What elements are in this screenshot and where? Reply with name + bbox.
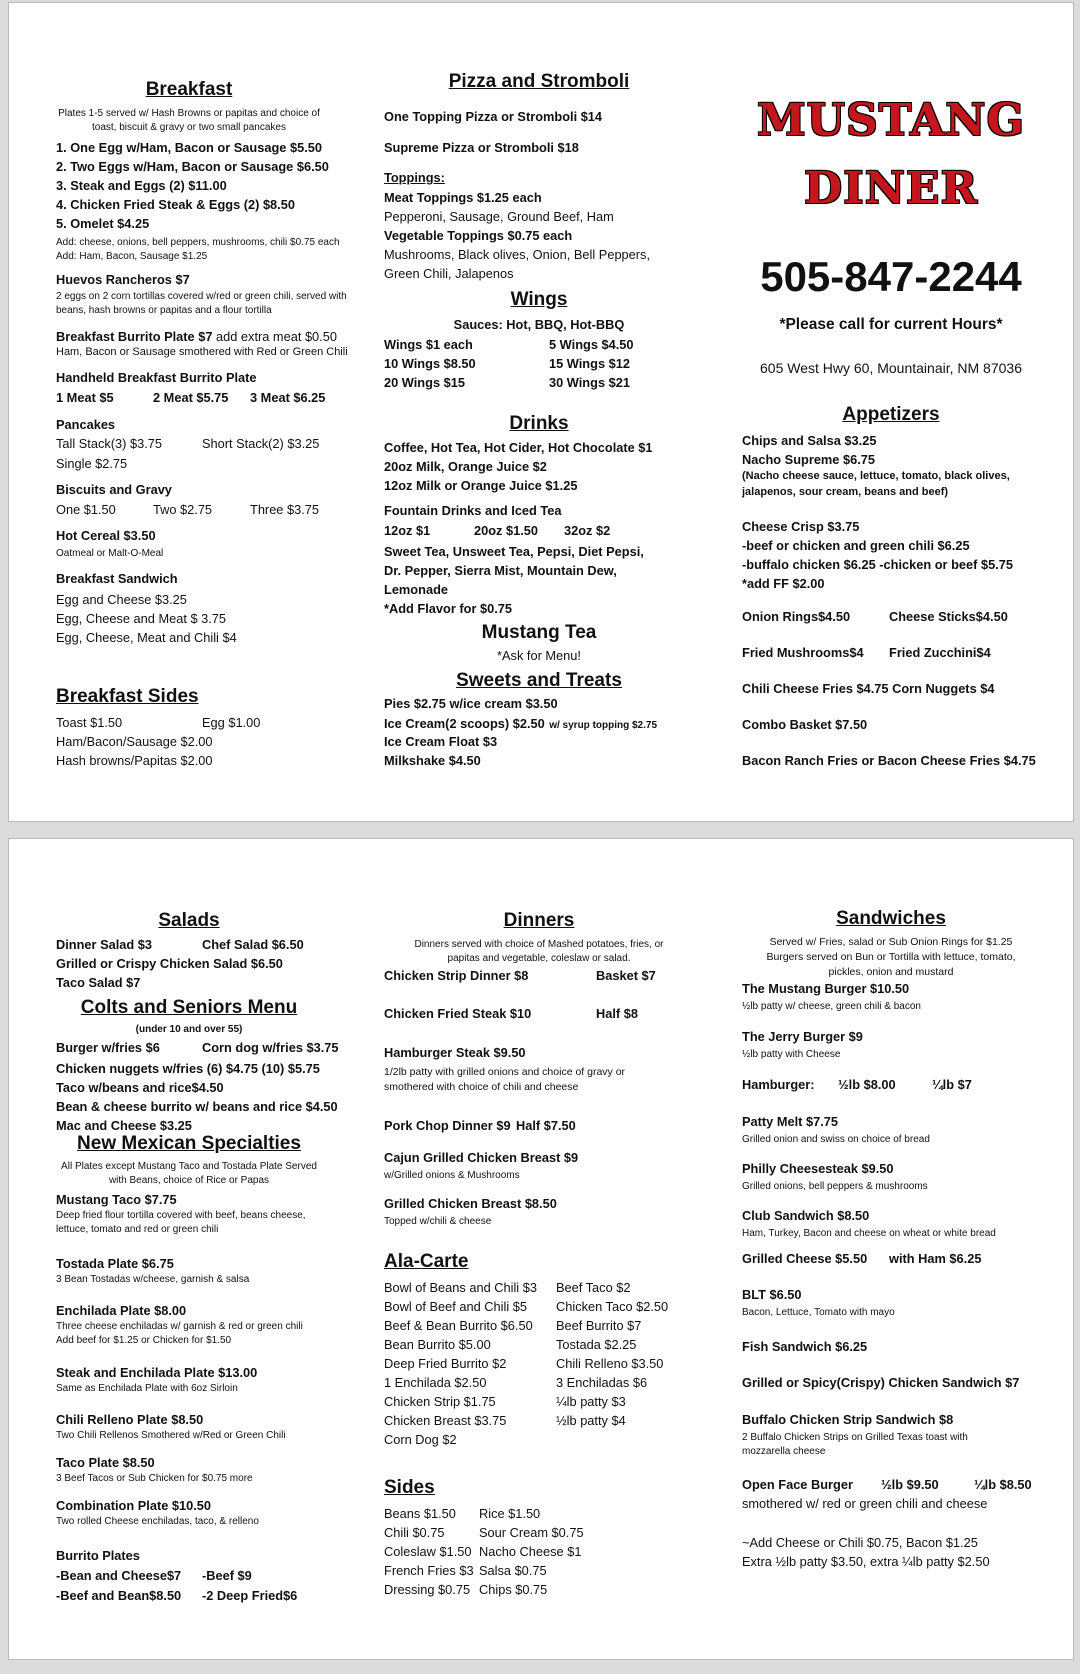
drinks-hot: Coffee, Hot Tea, Hot Cider, Hot Chocolate $1 20oz Milk, Orange Juice $2 12oz Milk or Orange Juice $1.25 xyxy=(384,440,653,493)
fish-sandwich: Fish Sandwich $6.25 xyxy=(742,1339,868,1354)
open-face-half: ½lb $9.50 xyxy=(881,1477,939,1492)
burrito-bean-cheese: -Bean and Cheese$7 xyxy=(56,1568,182,1583)
huevos-rancheros: Huevos Rancheros $7 xyxy=(56,272,190,287)
burrito-plates-title: Burrito Plates xyxy=(56,1548,140,1563)
fountain-12: 12oz $1 xyxy=(384,523,431,538)
biscuits-two: Two $2.75 xyxy=(153,502,213,517)
nm-item-3: Steak and Enchilada Plate $13.00 Same as Enchilada Plate with 6oz Sirloin xyxy=(56,1365,258,1394)
hamburger-half: ½lb $8.00 xyxy=(838,1077,896,1092)
sweets-float: Ice Cream Float $3 xyxy=(384,734,498,749)
side-toast: Toast $1.50 xyxy=(56,715,123,730)
onion-rings: Onion Rings$4.50 xyxy=(742,609,851,624)
combo-basket: Combo Basket $7.50 xyxy=(742,717,868,732)
menu-page-1 xyxy=(8,2,1074,822)
dinners-note: Dinners served with choice of Mashed potatoes, fries, or papitas and vegetable, coleslaw or salad. xyxy=(414,939,664,964)
fountain-20: 20oz $1.50 xyxy=(474,523,539,538)
pancakes: Pancakes xyxy=(56,417,116,432)
alacarte-left: Bowl of Beans and Chili $3 Bowl of Beef and Chili $5 Beef & Bean Burrito $6.50 Bean Burrito $5.00 Deep Fried Burrito $2 1 Enchilada $2.50 Chicken Strip $1.75 Chicken Breast $3.75 Corn Dog $2 xyxy=(384,1280,537,1447)
mustang-tea-title: Mustang Tea xyxy=(481,622,597,643)
alacarte-title: Ala-Carte xyxy=(384,1251,469,1272)
dinner-grilled: Grilled Chicken Breast $8.50 xyxy=(384,1196,557,1211)
fountain-drinks: Fountain Drinks and Iced Tea xyxy=(384,503,562,518)
burrito-plate: Breakfast Burrito Plate $7 add extra meat $0.50 xyxy=(56,329,337,344)
hot-cereal: Hot Cereal $3.50 xyxy=(56,528,156,543)
hamburger: Hamburger: xyxy=(742,1077,815,1092)
pancakes-short: Short Stack(2) $3.25 xyxy=(202,436,320,451)
phone-number[interactable]: 505-847-2244 xyxy=(760,253,1022,300)
sweets-pies: Pies $2.75 w/ice cream $3.50 xyxy=(384,696,558,711)
handheld-1: 1 Meat $5 xyxy=(56,390,114,405)
nm-item-0: Mustang Taco $7.75 Deep fried flour tortilla covered with beef, beans cheese, lettuce, tomato and red or green chili xyxy=(56,1192,306,1235)
blt-note: Bacon, Lettuce, Tomato with mayo xyxy=(742,1307,895,1318)
dinner-strip: Chicken Strip Dinner $8 xyxy=(384,968,529,983)
brand-logo-mustang: MUSTANG xyxy=(756,95,1026,146)
side-meat: Ham/Bacon/Sausage $2.00 xyxy=(56,734,213,749)
sandwiches-title: Sandwiches xyxy=(836,908,946,929)
hours-note: *Please call for current Hours* xyxy=(779,316,1003,333)
appetizers-chips: Chips and Salsa $3.25 Nacho Supreme $6.75 xyxy=(742,433,877,467)
sweets-shake: Milkshake $4.50 xyxy=(384,753,481,768)
colts-corndog: Corn dog w/fries $3.75 xyxy=(202,1040,339,1055)
handheld-3: 3 Meat $6.25 xyxy=(250,390,326,405)
sandwich-addons: ~Add Cheese or Chili $0.75, Bacon $1.25 Extra ½lb patty $3.50, extra ¼lb patty $2.50 xyxy=(742,1535,990,1569)
nacho-note: (Nacho cheese sauce, lettuce, tomato, black olives, jalapenos, sour cream, beans and beef) xyxy=(742,470,1010,498)
fried-mushrooms: Fried Mushrooms$4 xyxy=(742,645,864,660)
alacarte-right: Beef Taco $2 Chicken Taco $2.50 Beef Burrito $7 Tostada $2.25 Chili Relleno $3.50 3 Enchiladas $6 ¼lb patty $3 ½lb patty $4 xyxy=(556,1280,669,1428)
menu-page-2 xyxy=(8,838,1074,1660)
appetizers-title: Appetizers xyxy=(842,404,940,425)
drinks-title: Drinks xyxy=(509,413,569,434)
sides-left: Beans $1.50 Chili $0.75 Coleslaw $1.50 French Fries $3 Dressing $0.75 xyxy=(384,1506,474,1597)
sweets-title: Sweets and Treats xyxy=(456,670,622,691)
wings-left: Wings $1 each 10 Wings $8.50 20 Wings $15 xyxy=(384,337,476,390)
nm-note: All Plates except Mustang Taco and Tostada Plate Served with Beans, choice of Rice or Papas xyxy=(61,1161,317,1186)
dinner-cajun-note: w/Grilled onions & Mushrooms xyxy=(384,1170,520,1181)
nm-item-2: Enchilada Plate $8.00 Three cheese enchiladas w/ garnish & red or green chili Add beef for $1.25 or Chicken for $1.50 xyxy=(56,1303,303,1346)
sweets-ice-cream: Ice Cream(2 scoops) $2.50 w/ syrup topping $2.75 xyxy=(384,716,658,731)
handheld-2: 2 Meat $5.75 xyxy=(153,390,229,405)
mustang-burger-note: ½lb patty w/ cheese, green chili & bacon xyxy=(742,1001,921,1012)
grilled-cheese: Grilled Cheese $5.50 xyxy=(742,1251,868,1266)
toppings-list: Meat Toppings $1.25 each Pepperoni, Sausage, Ground Beef, Ham Vegetable Toppings $0.75 each Mushrooms, Black olives, Onion, Bell Peppers, Green Chili, Jalapenos xyxy=(384,190,651,281)
jerry-burger: The Jerry Burger $9 xyxy=(742,1029,863,1044)
nm-item-4: Chili Relleno Plate $8.50 Two Chili Rellenos Smothered w/Red or Green Chili xyxy=(56,1412,286,1441)
hamburger-quarter: ¼lb $7 xyxy=(932,1077,972,1092)
dinner-cfs: Chicken Fried Steak $10 xyxy=(384,1006,532,1021)
handheld-burrito: Handheld Breakfast Burrito Plate xyxy=(56,370,257,385)
burrito-beef-bean: -Beef and Bean$8.50 xyxy=(56,1588,182,1603)
philly: Philly Cheesesteak $9.50 xyxy=(742,1161,894,1176)
patty-melt-note: Grilled onion and swiss on choice of bread xyxy=(742,1134,930,1145)
toppings-label: Toppings: xyxy=(384,170,445,185)
dinner-grilled-note: Topped w/chili & cheese xyxy=(384,1216,492,1227)
salads-title: Salads xyxy=(158,910,220,931)
pancakes-single: Single $2.75 xyxy=(56,456,128,471)
colts-note: (under 10 and over 55) xyxy=(135,1024,243,1035)
grilled-cheese-ham: with Ham $6.25 xyxy=(889,1251,982,1266)
mustang-tea-note: *Ask for Menu! xyxy=(497,648,581,663)
salad-taco: Taco Salad $7 xyxy=(56,975,141,990)
burrito-plate-note: Ham, Bacon or Sausage smothered with Red or Green Chili xyxy=(56,346,348,358)
club-sandwich: Club Sandwich $8.50 xyxy=(742,1208,870,1223)
plate-5: 5. Omelet $4.25 xyxy=(56,216,150,231)
pizza-title: Pizza and Stromboli xyxy=(448,71,630,92)
mustang-burger: The Mustang Burger $10.50 xyxy=(742,981,910,996)
nm-title: New Mexican Specialties xyxy=(77,1133,301,1154)
dinner-cajun: Cajun Grilled Chicken Breast $9 xyxy=(384,1150,579,1165)
nm-item-6: Combination Plate $10.50 Two rolled Cheese enchiladas, taco, & relleno xyxy=(56,1498,259,1527)
buffalo-sandwich: Buffalo Chicken Strip Sandwich $8 xyxy=(742,1412,954,1427)
colts-items: Chicken nuggets w/fries (6) $4.75 (10) $5.75 Taco w/beans and rice$4.50 Bean & cheese burrito w/ beans and rice $4.50 Mac and Cheese $3.25 xyxy=(56,1061,338,1133)
open-face-burger: Open Face Burger xyxy=(742,1477,853,1492)
breakfast-title: Breakfast xyxy=(145,79,233,100)
hot-cereal-note: Oatmeal or Malt-O-Meal xyxy=(56,548,164,559)
philly-note: Grilled onions, bell peppers & mushrooms xyxy=(742,1181,928,1192)
bacon-fries: Bacon Ranch Fries or Bacon Cheese Fries $4.75 xyxy=(742,753,1036,768)
chicken-sandwich: Grilled or Spicy(Crispy) Chicken Sandwich $7 xyxy=(742,1375,1020,1390)
wings-right: 5 Wings $4.50 15 Wings $12 30 Wings $21 xyxy=(549,337,634,390)
nm-item-5: Taco Plate $8.50 3 Beef Tacos or Sub Chicken for $0.75 more xyxy=(56,1455,253,1484)
sides-right: Rice $1.50 Sour Cream $0.75 Nacho Cheese $1 Salsa $0.75 Chips $0.75 xyxy=(479,1506,584,1597)
salad-chicken: Grilled or Crispy Chicken Salad $6.50 xyxy=(56,956,283,971)
sandwiches-note: Served w/ Fries, salad or Sub Onion Rings for $1.25 Burgers served on Bun or Tortilla with lettuce, tomato, pickles, onion and mustard xyxy=(766,936,1016,978)
burrito-beef: -Beef $9 xyxy=(202,1568,252,1583)
open-face-note: smothered w/ red or green chili and cheese xyxy=(742,1496,988,1511)
dinners-title: Dinners xyxy=(503,910,575,931)
brand-logo-diner: DINER xyxy=(803,163,979,214)
salad-chef: Chef Salad $6.50 xyxy=(202,937,304,952)
sides-title: Sides xyxy=(384,1477,435,1498)
pizza-supreme: Supreme Pizza or Stromboli $18 xyxy=(384,140,579,155)
plate-2: 2. Two Eggs w/Ham, Bacon or Sausage $6.50 xyxy=(56,159,329,174)
colts-burger: Burger w/fries $6 xyxy=(56,1040,160,1055)
biscuits-one: One $1.50 xyxy=(56,502,116,517)
breakfast-sandwich: Breakfast Sandwich xyxy=(56,571,178,586)
dinner-hamburger-steak: Hamburger Steak $9.50 xyxy=(384,1045,526,1060)
patty-melt: Patty Melt $7.75 xyxy=(742,1114,839,1129)
cheese-crisp: Cheese Crisp $3.75 -beef or chicken and green chili $6.25 -buffalo chicken $6.25 -chicken or beef $5.75 *add FF $2.00 xyxy=(742,519,1013,591)
pancakes-tall: Tall Stack(3) $3.75 xyxy=(56,436,162,451)
fried-zucchini: Fried Zucchini$4 xyxy=(889,645,991,660)
fountain-32: 32oz $2 xyxy=(564,523,611,538)
club-note: Ham, Turkey, Bacon and cheese on wheat or white bread xyxy=(742,1228,996,1239)
dinner-pork-half: Half $7.50 xyxy=(516,1118,576,1133)
cheese-sticks: Cheese Sticks$4.50 xyxy=(889,609,1008,624)
breakfast-note: Plates 1-5 served w/ Hash Browns or papitas and choice of toast, biscuit & gravy or two small pancakes xyxy=(58,108,320,133)
fountain-list: Sweet Tea, Unsweet Tea, Pepsi, Diet Pepsi, Dr. Pepper, Sierra Mist, Mountain Dew, Lemonade *Add Flavor for $0.75 xyxy=(384,544,644,616)
wings-title: Wings xyxy=(510,289,568,310)
biscuits-gravy: Biscuits and Gravy xyxy=(56,482,172,497)
omelet-note: Add: cheese, onions, bell peppers, mushrooms, chili $0.75 each Add: Ham, Bacon, Sausage $1.25 xyxy=(56,237,340,262)
breakfast-sandwich-items: Egg and Cheese $3.25 Egg, Cheese and Meat $ 3.75 Egg, Cheese, Meat and Chili $4 xyxy=(56,592,237,645)
jerry-burger-note: ½lb patty with Cheese xyxy=(742,1049,841,1060)
breakfast-sides-title: Breakfast Sides xyxy=(56,686,199,707)
side-hash: Hash browns/Papitas $2.00 xyxy=(56,753,213,768)
side-egg: Egg $1.00 xyxy=(202,715,261,730)
open-face-quarter: ¼lb $8.50 xyxy=(974,1477,1032,1492)
buffalo-note: 2 Buffalo Chicken Strips on Grilled Texas toast with mozzarella cheese xyxy=(742,1432,968,1457)
burrito-deep-fried: -2 Deep Fried$6 xyxy=(202,1588,298,1603)
biscuits-three: Three $3.75 xyxy=(250,502,320,517)
salad-dinner: Dinner Salad $3 xyxy=(56,937,153,952)
dinner-strip-basket: Basket $7 xyxy=(596,968,656,983)
plate-4: 4. Chicken Fried Steak & Eggs (2) $8.50 xyxy=(56,197,295,212)
wings-sauces: Sauces: Hot, BBQ, Hot-BBQ xyxy=(453,317,625,332)
plate-3: 3. Steak and Eggs (2) $11.00 xyxy=(56,178,227,193)
plate-1: 1. One Egg w/Ham, Bacon or Sausage $5.50 xyxy=(56,140,322,155)
huevos-note: 2 eggs on 2 corn tortillas covered w/red or green chili, served with beans, hash browns or papitas and a flour tortilla xyxy=(56,291,347,316)
dinner-cfs-half: Half $8 xyxy=(596,1006,638,1021)
breakfast-plates xyxy=(56,138,329,233)
dinner-pork: Pork Chop Dinner $9 xyxy=(384,1118,511,1133)
chili-cheese-fries: Chili Cheese Fries $4.75 Corn Nuggets $4 xyxy=(742,681,995,696)
nm-item-1: Tostada Plate $6.75 3 Bean Tostadas w/cheese, garnish & salsa xyxy=(56,1256,250,1285)
dinner-hamburger-note: 1/2lb patty with grilled onions and choice of gravy or smothered with choice of chili and cheese xyxy=(384,1066,626,1093)
colts-title: Colts and Seniors Menu xyxy=(80,997,298,1018)
address: 605 West Hwy 60, Mountainair, NM 87036 xyxy=(760,360,1022,376)
blt: BLT $6.50 xyxy=(742,1287,802,1302)
pizza-one: One Topping Pizza or Stromboli $14 xyxy=(384,109,603,124)
